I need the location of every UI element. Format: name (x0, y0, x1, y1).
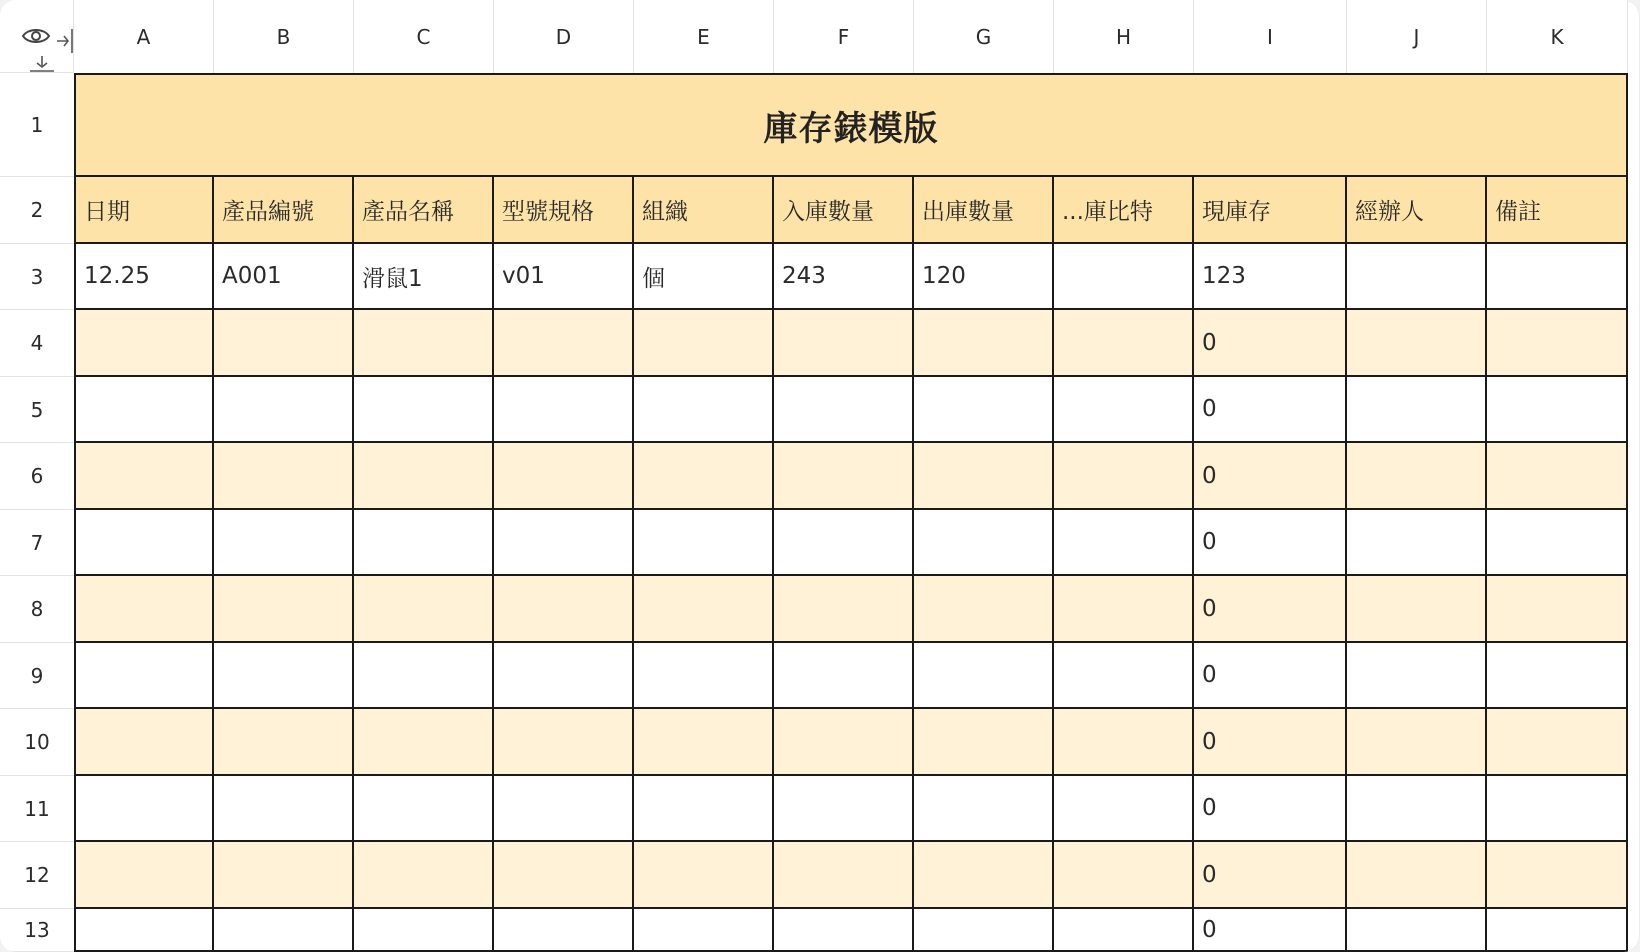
table-cell[interactable] (1487, 776, 1628, 842)
table-cell[interactable] (494, 842, 634, 909)
table-cell[interactable] (494, 643, 634, 709)
table-cell[interactable] (634, 576, 774, 643)
table-cell[interactable] (634, 443, 774, 510)
table-cell[interactable] (1487, 244, 1628, 310)
table-cell[interactable] (494, 709, 634, 776)
table-cell[interactable] (1487, 443, 1628, 510)
table-cell[interactable] (74, 643, 214, 709)
table-cell[interactable]: 0 (1194, 643, 1347, 709)
table-cell[interactable] (354, 576, 494, 643)
header-cell[interactable]: 組織 (634, 177, 774, 244)
row-header-5[interactable]: 5 (0, 377, 74, 443)
table-cell[interactable] (1054, 310, 1194, 377)
table-cell[interactable] (914, 776, 1054, 842)
column-header-f[interactable]: F (774, 0, 914, 73)
table-cell[interactable] (1054, 909, 1194, 952)
header-cell[interactable]: 日期 (74, 177, 214, 244)
table-cell[interactable] (354, 510, 494, 576)
table-cell[interactable] (214, 576, 354, 643)
table-cell[interactable]: 0 (1194, 310, 1347, 377)
table-cell[interactable] (1054, 443, 1194, 510)
column-header-i[interactable]: I (1194, 0, 1347, 73)
table-cell[interactable] (1347, 244, 1487, 310)
table-cell[interactable] (354, 909, 494, 952)
table-cell[interactable] (214, 842, 354, 909)
column-header-c[interactable]: C (354, 0, 494, 73)
table-cell[interactable] (354, 643, 494, 709)
eye-icon[interactable] (21, 26, 51, 46)
table-cell[interactable] (774, 443, 914, 510)
table-cell[interactable] (774, 842, 914, 909)
column-header-k[interactable]: K (1487, 0, 1628, 73)
table-cell[interactable] (774, 576, 914, 643)
table-cell[interactable] (74, 576, 214, 643)
table-cell[interactable] (914, 377, 1054, 443)
table-cell[interactable] (1054, 377, 1194, 443)
header-cell[interactable]: 現庫存 (1194, 177, 1347, 244)
table-cell[interactable]: 滑鼠1 (354, 244, 494, 310)
table-cell[interactable] (354, 709, 494, 776)
table-cell[interactable] (354, 842, 494, 909)
table-cell[interactable]: 個 (634, 244, 774, 310)
header-cell[interactable]: 產品編號 (214, 177, 354, 244)
table-cell[interactable] (774, 909, 914, 952)
header-cell[interactable]: 經辦人 (1347, 177, 1487, 244)
table-cell[interactable] (1487, 709, 1628, 776)
sheet-corner (0, 0, 74, 73)
table-cell[interactable] (634, 310, 774, 377)
table-cell[interactable] (1487, 643, 1628, 709)
table-cell[interactable] (1347, 576, 1487, 643)
table-cell[interactable] (774, 709, 914, 776)
table-cell[interactable] (634, 909, 774, 952)
table-cell[interactable] (1054, 244, 1194, 310)
table-cell[interactable] (1054, 643, 1194, 709)
table-cell[interactable] (1487, 510, 1628, 576)
row-header-2[interactable]: 2 (0, 177, 74, 244)
table-cell[interactable]: 0 (1194, 377, 1347, 443)
table-cell[interactable] (74, 842, 214, 909)
column-header-h[interactable]: H (1054, 0, 1194, 73)
table-cell[interactable] (354, 443, 494, 510)
table-cell[interactable] (1487, 377, 1628, 443)
table-cell[interactable] (494, 776, 634, 842)
table-cell[interactable] (1347, 377, 1487, 443)
table-cell[interactable] (1054, 776, 1194, 842)
table-cell[interactable]: 120 (914, 244, 1054, 310)
table-cell[interactable] (74, 510, 214, 576)
table-cell[interactable]: 0 (1194, 510, 1347, 576)
table-cell[interactable] (914, 842, 1054, 909)
table-cell[interactable]: 0 (1194, 443, 1347, 510)
row-header-11[interactable]: 11 (0, 776, 74, 842)
column-header-e[interactable]: E (634, 0, 774, 73)
table-cell[interactable] (354, 377, 494, 443)
row-header-6[interactable]: 6 (0, 443, 74, 510)
table-cell[interactable] (914, 310, 1054, 377)
table-cell[interactable]: 0 (1194, 776, 1347, 842)
table-cell[interactable]: 0 (1194, 709, 1347, 776)
table-cell[interactable] (214, 510, 354, 576)
table-cell[interactable] (1347, 310, 1487, 377)
table-cell[interactable] (634, 709, 774, 776)
column-header-a[interactable]: A (74, 0, 214, 73)
table-cell[interactable] (1347, 909, 1487, 952)
table-cell[interactable] (74, 377, 214, 443)
header-cell[interactable]: ...庫比特 (1054, 177, 1194, 244)
table-cell[interactable] (634, 776, 774, 842)
row-header-7[interactable]: 7 (0, 510, 74, 576)
header-cell[interactable]: 型號規格 (494, 177, 634, 244)
table-cell[interactable] (1054, 842, 1194, 909)
table-cell[interactable] (774, 310, 914, 377)
table-cell[interactable] (774, 643, 914, 709)
column-header-j[interactable]: J (1347, 0, 1487, 73)
title-cell[interactable]: 庫存錶模版 (74, 73, 1628, 177)
table-cell[interactable] (914, 909, 1054, 952)
table-cell[interactable] (74, 709, 214, 776)
header-cell[interactable]: 出庫數量 (914, 177, 1054, 244)
table-cell[interactable] (214, 909, 354, 952)
column-header-g[interactable]: G (914, 0, 1054, 73)
table-cell[interactable] (214, 443, 354, 510)
table-cell[interactable] (774, 776, 914, 842)
table-cell[interactable] (214, 310, 354, 377)
table-cell[interactable] (634, 842, 774, 909)
table-cell[interactable]: 243 (774, 244, 914, 310)
table-cell[interactable] (354, 310, 494, 377)
table-cell[interactable] (354, 776, 494, 842)
table-cell[interactable] (1054, 510, 1194, 576)
table-cell[interactable]: 0 (1194, 842, 1347, 909)
table-cell[interactable] (214, 709, 354, 776)
row-header-8[interactable]: 8 (0, 576, 74, 643)
table-cell[interactable] (634, 510, 774, 576)
table-cell[interactable] (1347, 643, 1487, 709)
table-cell[interactable] (494, 510, 634, 576)
table-cell[interactable]: 0 (1194, 576, 1347, 643)
column-header-d[interactable]: D (494, 0, 634, 73)
row-header-4[interactable]: 4 (0, 310, 74, 377)
table-cell[interactable] (1347, 510, 1487, 576)
table-cell[interactable] (914, 643, 1054, 709)
row-header-1[interactable]: 1 (0, 73, 74, 177)
table-cell[interactable] (494, 310, 634, 377)
row-header-3[interactable]: 3 (0, 244, 74, 310)
table-cell[interactable] (74, 776, 214, 842)
table-cell[interactable] (494, 576, 634, 643)
table-cell[interactable] (1347, 443, 1487, 510)
row-header-13[interactable]: 13 (0, 909, 74, 952)
table-cell[interactable]: v01 (494, 244, 634, 310)
row-header-9[interactable]: 9 (0, 643, 74, 709)
header-cell[interactable]: 備註 (1487, 177, 1628, 244)
table-cell[interactable] (914, 443, 1054, 510)
column-header-bar (74, 0, 1640, 73)
table-cell[interactable] (494, 377, 634, 443)
table-cell[interactable] (1347, 709, 1487, 776)
table-cell[interactable] (1054, 709, 1194, 776)
table-cell[interactable] (774, 510, 914, 576)
table-cell[interactable] (74, 909, 214, 952)
table-cell[interactable] (914, 709, 1054, 776)
table-cell[interactable]: A001 (214, 244, 354, 310)
table-cell[interactable] (74, 310, 214, 377)
table-cell[interactable]: 12.25 (74, 244, 214, 310)
table-cell[interactable] (914, 576, 1054, 643)
table-cell[interactable] (1347, 776, 1487, 842)
table-cell[interactable] (494, 909, 634, 952)
table-cell[interactable] (774, 377, 914, 443)
table-cell[interactable] (1054, 576, 1194, 643)
table-cell[interactable] (1487, 576, 1628, 643)
table-cell[interactable]: 0 (1194, 909, 1347, 952)
row-header-12[interactable]: 12 (0, 842, 74, 909)
table-cell[interactable] (1487, 842, 1628, 909)
table-cell[interactable] (214, 377, 354, 443)
table-cell[interactable] (634, 377, 774, 443)
table-cell[interactable] (494, 443, 634, 510)
column-header-b[interactable]: B (214, 0, 354, 73)
table-cell[interactable] (634, 643, 774, 709)
header-cell[interactable]: 產品名稱 (354, 177, 494, 244)
table-cell[interactable] (74, 443, 214, 510)
table-cell[interactable] (214, 643, 354, 709)
header-cell[interactable]: 入庫數量 (774, 177, 914, 244)
row-header-10[interactable]: 10 (0, 709, 74, 776)
table-cell[interactable] (1487, 310, 1628, 377)
table-cell[interactable] (914, 510, 1054, 576)
table-cell[interactable]: 123 (1194, 244, 1347, 310)
table-cell[interactable] (1347, 842, 1487, 909)
table-cell[interactable] (214, 776, 354, 842)
table-cell[interactable] (1487, 909, 1628, 952)
